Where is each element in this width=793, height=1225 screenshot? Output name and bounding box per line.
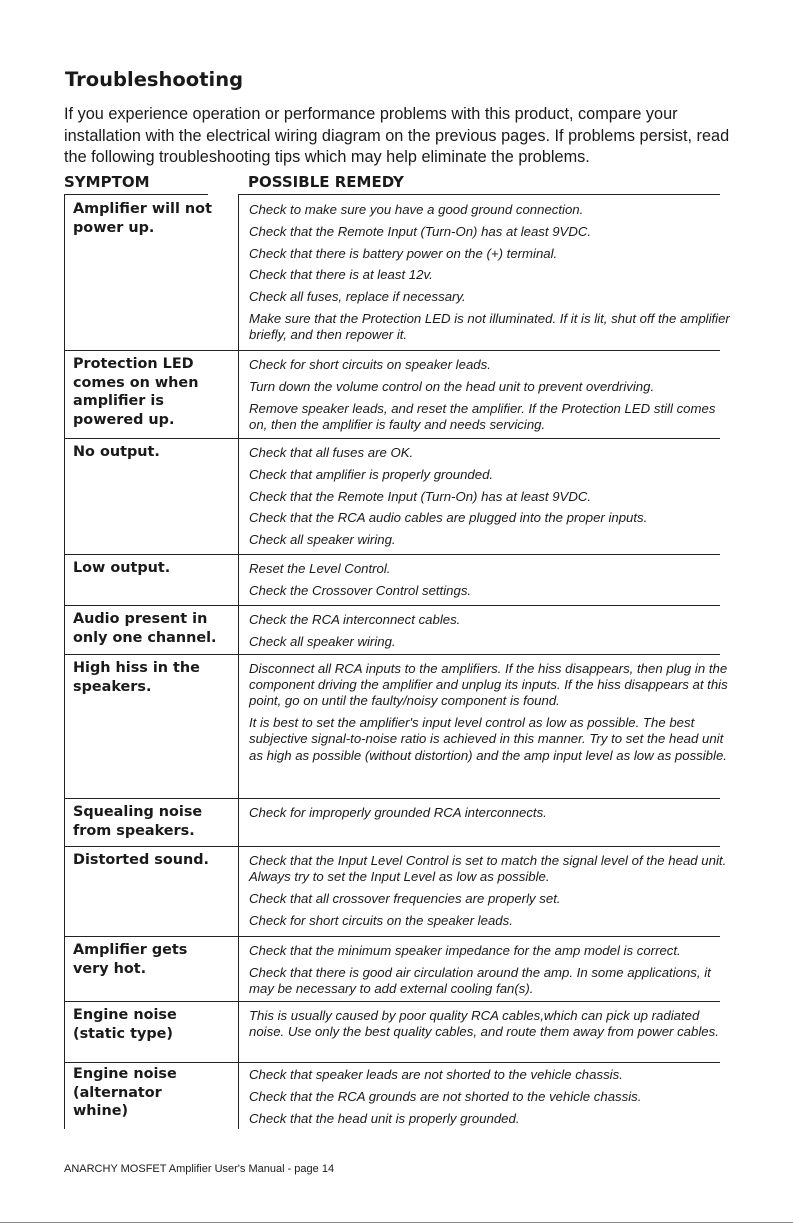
column-divider (238, 194, 239, 1129)
remedy-item: Check that speaker leads are not shorted to the vehicle chassis. (249, 1067, 623, 1082)
page-footer: ANARCHY MOSFET Amplifier User's Manual - page 14 (64, 1163, 335, 1175)
remedy-item: Check for short circuits on speaker leads. (249, 357, 491, 372)
symptom-label: Low output. (73, 560, 171, 576)
remedy-item: Reset the Level Control. (249, 561, 391, 576)
remedy-list (249, 1008, 731, 1046)
remedy-item: Check that the RCA grounds are not shorted to the vehicle chassis. (249, 1088, 642, 1104)
remedy-item: Check that there is battery power on the (+) terminal. (249, 245, 558, 261)
page-title: Troubleshooting (65, 68, 244, 91)
remedy-item: Check that amplifier is properly grounded. (249, 466, 494, 482)
symptom-column-header: SYMPTOM (64, 173, 150, 191)
remedy-item: Check that the Remote Input (Turn-On) has at least 9VDC. (249, 223, 592, 239)
remedy-item: Check that the Input Level Control is set to match the signal level of the head unit. Always try to set the Input Level as low as possible. (249, 853, 727, 885)
row-divider (64, 438, 720, 439)
remedy-column-header: POSSIBLE REMEDY (248, 173, 404, 191)
remedy-item: It is best to set the amplifier's input level control as low as possible. The best subjective signal-to-noise ratio is achieved in this manner. Try to set the head unit as high as possible (without distortion) and the amp input level as low as possible. (249, 715, 727, 763)
intro-paragraph: If you experience operation or performance problems with this product, compare your installation with the electrical wiring diagram on the previous pages. If problems persist, read the following troubleshooting tips which may help eliminate the problems. (64, 105, 730, 166)
remedy-list (249, 561, 731, 605)
remedy-item: Check that there is at least 12v. (249, 267, 433, 283)
remedy-list (249, 943, 731, 1003)
remedy-list (249, 612, 731, 656)
symptom-label: Amplifier gets very hot. (73, 942, 188, 977)
symptom-label: Distorted sound. (73, 852, 209, 868)
row-divider (64, 798, 720, 799)
symptom-label: Protection LED comes on when amplifier is powered up. (73, 356, 199, 428)
remedy-item: Check that the RCA audio cables are plugged into the proper inputs. (249, 510, 648, 526)
row-divider (64, 605, 720, 606)
symptom-label: High hiss in the speakers. (73, 660, 200, 695)
remedy-item: Disconnect all RCA inputs to the amplifiers. If the hiss disappears, then plug in the component driving the amplifier and unplug its inputs. If the hiss disappears at this point, go on until the faulty/noisy component is found. (249, 661, 728, 709)
remedy-item: Turn down the volume control on the head unit to prevent overdriving. (249, 378, 655, 394)
row-divider (64, 554, 720, 555)
remedy-item: Check to make sure you have a good ground connection. (249, 202, 584, 217)
remedy-item: Make sure that the Protection LED is not illuminated. If it is lit, shut off the amplifier briefly, and then repower it. (249, 310, 730, 343)
remedy-list (249, 805, 731, 827)
symptom-label: Engine noise (alternator whine) (73, 1066, 177, 1119)
table-left-border (64, 194, 65, 1129)
remedy-item: Remove speaker leads, and reset the amplifier. If the Protection LED still comes on, then the amplifier is faulty and needs servicing. (249, 400, 716, 432)
symptom-label: Audio present in only one channel. (73, 611, 217, 646)
remedy-item: Check that all crossover frequencies are properly set. (249, 891, 561, 906)
symptom-label: Engine noise (static type) (73, 1007, 177, 1042)
row-divider (64, 654, 720, 655)
remedy-list (249, 661, 731, 769)
symptom-label: Squealing noise from speakers. (73, 804, 203, 839)
remedy-item: Check all fuses, replace if necessary. (249, 289, 466, 305)
remedy-item: Check that all fuses are OK. (249, 445, 414, 460)
remedy-item: Check that the head unit is properly grounded. (249, 1110, 520, 1126)
remedy-list (249, 1067, 731, 1132)
remedy-item: Check that the Remote Input (Turn-On) has at least 9VDC. (249, 488, 592, 504)
remedy-item: Check that the minimum speaker impedance for the amp model is correct. (249, 943, 681, 958)
remedy-list (249, 853, 731, 935)
symptom-label: No output. (73, 444, 160, 460)
remedy-item: Check for improperly grounded RCA interconnects. (249, 805, 547, 820)
remedy-item: Check for short circuits on the speaker leads. (249, 912, 513, 928)
remedy-item: Check all speaker wiring. (249, 532, 396, 548)
remedy-item: Check the Crossover Control settings. (249, 582, 472, 598)
remedy-item: Check all speaker wiring. (249, 633, 396, 649)
remedy-list (249, 202, 731, 349)
remedy-list (249, 357, 731, 439)
row-divider (64, 350, 720, 351)
row-divider (64, 846, 720, 847)
header-divider-left (64, 194, 208, 195)
remedy-item: Check that there is good air circulation around the amp. In some applications, it may be necessary to add external cooling fan(s). (249, 964, 711, 996)
remedy-item: This is usually caused by poor quality RCA cables,which can pick up radiated noise. Use only the best quality cables, and route them away from power cables. (249, 1008, 719, 1040)
remedy-list (249, 445, 731, 554)
remedy-item: Check the RCA interconnect cables. (249, 612, 461, 627)
page-edge-line (0, 1222, 793, 1223)
row-divider (64, 936, 720, 937)
row-divider (64, 1062, 720, 1063)
header-divider-right (238, 194, 720, 195)
row-divider (64, 1001, 720, 1002)
symptom-label: Amplifier will not power up. (73, 201, 212, 236)
